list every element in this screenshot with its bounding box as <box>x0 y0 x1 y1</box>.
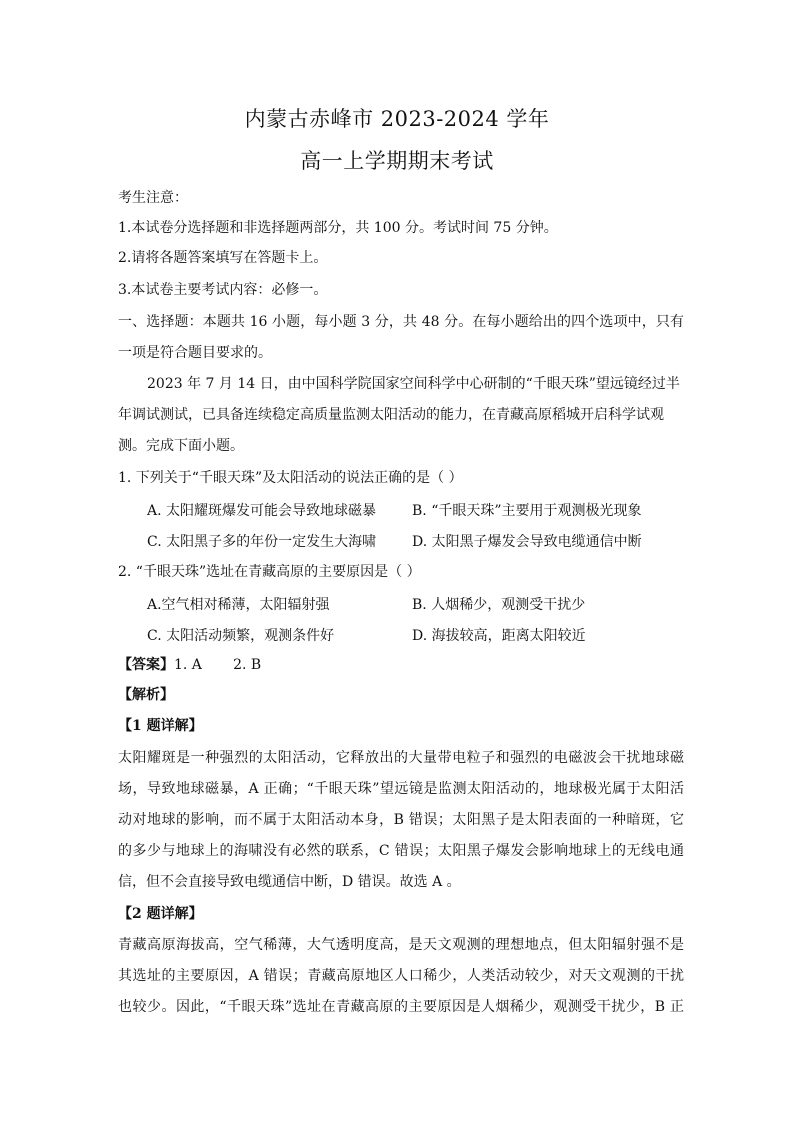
notice-heading: 考生注意： <box>118 190 188 206</box>
notice-item-3: 3.本试卷主要考试内容：必修一。 <box>118 282 328 298</box>
exam-title-line1: 内蒙古赤峰市 2023-2024 学年 <box>244 107 550 131</box>
section1-instruction-line1: 一、选择题：本题共 16 小题，每小题 3 分，共 48 分。在每小题给出的四个选项中，只有 <box>118 314 684 330</box>
passage-line1: 2023 年 7 月 14 日，由中国科学院国家空间科学中心研制的“千眼天珠”望远镜经过半 <box>147 376 680 392</box>
question-1-option-a: A. 太阳耀斑爆发可能会导致地球磁暴 <box>147 503 377 519</box>
notice-item-1: 1.本试卷分选择题和非选择题两部分，共 100 分。考试时间 75 分钟。 <box>118 220 558 236</box>
detail-1-line3: 动对地球的影响，而不属于太阳活动本身，B 错误；太阳黑子是太阳表面的一种暗斑，它 <box>118 812 684 828</box>
question-1-option-d: D. 太阳黑子爆发会导致电缆通信中断 <box>412 534 642 550</box>
detail-2-label: 【2 题详解】 <box>118 906 203 922</box>
passage-line2: 年调试测试，已具备连续稳定高质量监测太阳活动的能力，在青藏高原稻城开启科学试观 <box>118 407 664 423</box>
detail-1-line2: 场，导致地球磁暴，A 正确；“千眼天珠”望远镜是监测太阳活动的，地球极光属于太阳活 <box>118 781 684 797</box>
notice-item-2: 2.请将各题答案填写在答题卡上。 <box>118 250 328 266</box>
section1-instruction-line2: 一项是符合题目要求的。 <box>118 345 272 361</box>
passage-line3: 测。完成下面小题。 <box>118 438 244 454</box>
question-1-option-b: B. “千眼天珠”主要用于观测极光现象 <box>412 503 642 519</box>
answer-text: 1. A 2. B <box>174 657 262 673</box>
question-2-option-d: D. 海拔较高，距离太阳较近 <box>412 628 586 644</box>
detail-1-label: 【1 题详解】 <box>118 718 203 734</box>
detail-2-line3: 也较少。因此，“千眼天珠”选址在青藏高原的主要原因是人烟稀少，观测受干扰少，B 正 <box>118 999 684 1015</box>
question-2-option-c: C. 太阳活动频繁，观测条件好 <box>147 628 335 644</box>
detail-2-line1: 青藏高原海拔高，空气稀薄，大气透明度高，是天文观测的理想地点，但太阳辐射强不是 <box>118 937 684 953</box>
detail-1-line4: 的多少与地球上的海啸没有必然的联系，C 错误；太阳黑子爆发会影响地球上的无线电通 <box>118 843 684 859</box>
detail-1-line1: 太阳耀斑是一种强烈的太阳活动，它释放出的大量带电粒子和强烈的电磁波会干扰地球磁 <box>118 750 684 766</box>
question-1-option-c: C. 太阳黑子多的年份一定发生大海啸 <box>147 534 377 550</box>
analysis-label: 【解析】 <box>118 687 174 703</box>
question-1-stem: 1. 下列关于“千眼天珠”及太阳活动的说法正确的是（ ） <box>118 470 463 486</box>
question-2-option-a: A.空气相对稀薄，太阳辐射强 <box>147 597 330 613</box>
exam-title-line2: 高一上学期期末考试 <box>300 149 494 173</box>
detail-2-line2: 其选址的主要原因，A 错误；青藏高原地区人口稀少，人类活动较少，对天文观测的干扰 <box>118 968 684 984</box>
question-2-stem: 2. “千眼天珠”选址在青藏高原的主要原因是（ ） <box>118 564 421 580</box>
question-2-option-b: B. 人烟稀少，观测受干扰少 <box>412 597 586 613</box>
answer-row <box>118 656 678 674</box>
answer-label: 【答案】 <box>118 657 174 673</box>
detail-1-line5: 信，但不会直接导致电缆通信中断，D 错误。故选 A 。 <box>118 874 461 890</box>
